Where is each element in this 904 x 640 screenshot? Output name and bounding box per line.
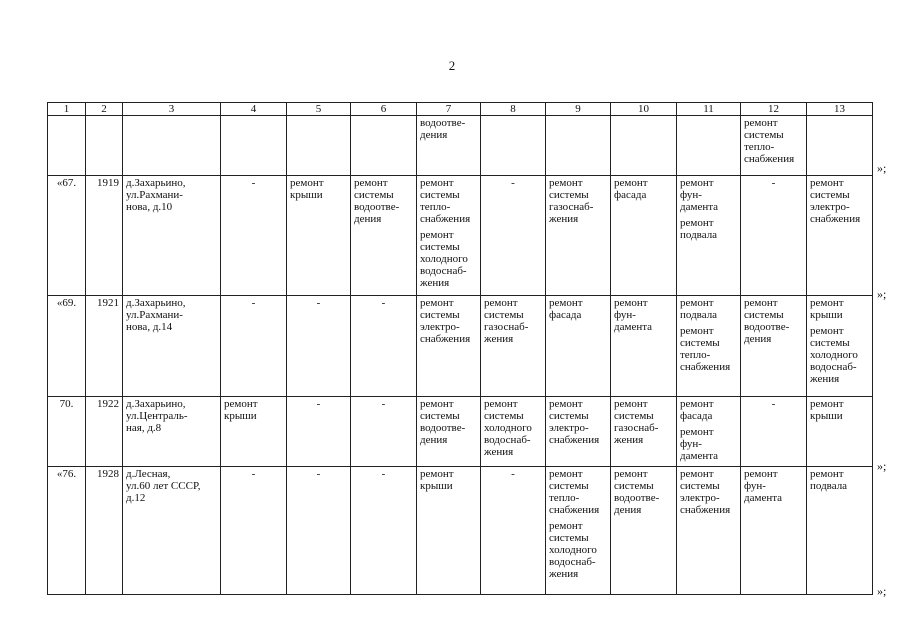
work-cell-col-7 xyxy=(417,296,481,397)
work-cell-col-13 xyxy=(807,116,873,176)
work-item: ремонт фасада xyxy=(680,398,714,422)
work-cell-col-5 xyxy=(287,116,351,176)
table-row xyxy=(48,467,873,595)
row-number-cell xyxy=(48,116,86,176)
table-row xyxy=(48,176,873,296)
column-number-4: 4 xyxy=(221,103,287,116)
column-number-6: 6 xyxy=(351,103,417,116)
column-number-2: 2 xyxy=(86,103,123,116)
page-number: 2 xyxy=(448,58,456,73)
work-cell-col-6 xyxy=(351,176,417,296)
work-cell-col-4 xyxy=(221,116,287,176)
column-number-13: 13 xyxy=(807,103,873,116)
work-cell-col-12 xyxy=(741,116,807,176)
work-item: - xyxy=(316,468,321,480)
work-cell-col-4 xyxy=(221,296,287,397)
table-header-row xyxy=(48,103,873,116)
work-cell-col-7 xyxy=(417,116,481,176)
work-item: ремонт системы водоотве- дения xyxy=(420,398,466,446)
work-item: ремонт системы тепло- снабжения xyxy=(744,117,795,165)
work-cell-col-6 xyxy=(351,116,417,176)
work-cell-col-7 xyxy=(417,176,481,296)
work-item: ремонт фун- дамента xyxy=(614,297,653,333)
column-number-9: 9 xyxy=(546,103,611,116)
work-item: ремонт системы водоотве- дения xyxy=(614,468,660,516)
closing-quote-mark: »; xyxy=(877,584,887,598)
work-item: ремонт фасада xyxy=(549,297,583,321)
address-cell: д.Лесная, ул.60 лет СССР, д.12 xyxy=(123,467,221,595)
work-item: ремонт фун- дамента xyxy=(680,426,719,462)
work-cell-col-11 xyxy=(677,116,741,176)
work-item: - xyxy=(771,398,776,410)
table-row xyxy=(48,116,873,176)
year-cell: 1921 xyxy=(86,296,123,397)
work-cell-col-10 xyxy=(611,296,677,397)
work-item: ремонт системы тепло- снабжения xyxy=(549,468,600,516)
work-cell-col-13 xyxy=(807,397,873,467)
work-item: - xyxy=(381,398,386,410)
table-row xyxy=(48,397,873,467)
work-cell-col-6 xyxy=(351,397,417,467)
work-cell-col-11 xyxy=(677,397,741,467)
work-item: ремонт фасада xyxy=(614,177,648,201)
work-item: ремонт системы электро- снабжения xyxy=(420,297,471,345)
work-cell-col-5 xyxy=(287,296,351,397)
work-item: ремонт крыши xyxy=(420,468,454,492)
work-item: ремонт системы водоотве- дения xyxy=(354,177,400,225)
row-number-cell: «67. xyxy=(48,176,86,296)
work-cell-col-8 xyxy=(481,296,546,397)
year-cell: 1922 xyxy=(86,397,123,467)
work-cell-col-4 xyxy=(221,176,287,296)
column-number-7: 7 xyxy=(417,103,481,116)
address-cell xyxy=(123,116,221,176)
work-item: ремонт системы газоснаб- жения xyxy=(614,398,659,446)
work-cell-col-12 xyxy=(741,296,807,397)
work-item: ремонт системы холодного водоснаб- жения xyxy=(549,520,597,580)
column-number-12: 12 xyxy=(741,103,807,116)
work-item: ремонт системы холодного водоснаб- жения xyxy=(484,398,532,458)
work-cell-col-9 xyxy=(546,176,611,296)
work-item: водоотве- дения xyxy=(420,117,466,141)
work-cell-col-7 xyxy=(417,397,481,467)
closing-quote-mark: »; xyxy=(877,161,887,175)
year-cell xyxy=(86,116,123,176)
work-cell-col-13 xyxy=(807,467,873,595)
work-item: ремонт системы газоснаб- жения xyxy=(549,177,594,225)
year-cell: 1919 xyxy=(86,176,123,296)
work-cell-col-4 xyxy=(221,467,287,595)
work-item: ремонт системы тепло- снабжения xyxy=(420,177,471,225)
work-cell-col-7 xyxy=(417,467,481,595)
address-cell: д.Захарьино, ул.Централь- ная, д.8 xyxy=(123,397,221,467)
work-cell-col-12 xyxy=(741,176,807,296)
column-number-3: 3 xyxy=(123,103,221,116)
work-cell-col-10 xyxy=(611,397,677,467)
column-number-8: 8 xyxy=(481,103,546,116)
work-item: ремонт крыши xyxy=(290,177,324,201)
closing-quote-mark: »; xyxy=(877,287,887,301)
address-cell: д.Захарьино, ул.Рахмани- нова, д.14 xyxy=(123,296,221,397)
row-number-cell: «69. xyxy=(48,296,86,397)
work-cell-col-6 xyxy=(351,467,417,595)
work-item: - xyxy=(511,177,515,189)
column-number-1: 1 xyxy=(48,103,86,116)
row-number-cell: «76. xyxy=(48,467,86,595)
address-cell: д.Захарьино, ул.Рахмани- нова, д.10 xyxy=(123,176,221,296)
work-item: - xyxy=(771,177,776,189)
work-cell-col-9 xyxy=(546,397,611,467)
work-item: ремонт подвала xyxy=(810,468,848,492)
work-item: - xyxy=(381,297,386,309)
work-item: ремонт системы электро- снабжения xyxy=(680,468,731,516)
work-cell-col-9 xyxy=(546,467,611,595)
year-cell: 1928 xyxy=(86,467,123,595)
work-cell-col-9 xyxy=(546,116,611,176)
column-number-10: 10 xyxy=(611,103,677,116)
work-item: ремонт системы электро- снабжения xyxy=(549,398,600,446)
work-cell-col-10 xyxy=(611,116,677,176)
work-cell-col-11 xyxy=(677,176,741,296)
work-cell-col-10 xyxy=(611,467,677,595)
closing-quote-mark: »; xyxy=(877,459,887,473)
work-cell-col-8 xyxy=(481,176,546,296)
work-cell-col-5 xyxy=(287,397,351,467)
work-cell-col-10 xyxy=(611,176,677,296)
work-item: ремонт системы электро- снабжения xyxy=(810,177,861,225)
row-number-cell: 70. xyxy=(48,397,86,467)
work-cell-col-13 xyxy=(807,176,873,296)
work-item: - xyxy=(316,398,321,410)
work-item: ремонт подвала xyxy=(680,297,718,321)
work-item: ремонт подвала xyxy=(680,217,718,241)
column-number-11: 11 xyxy=(677,103,741,116)
column-number-5: 5 xyxy=(287,103,351,116)
work-cell-col-8 xyxy=(481,467,546,595)
work-cell-col-12 xyxy=(741,467,807,595)
work-item: ремонт системы газоснаб- жения xyxy=(484,297,529,345)
work-cell-col-13 xyxy=(807,296,873,397)
work-item: ремонт системы водоотве- дения xyxy=(744,297,790,345)
work-item: - xyxy=(381,468,386,480)
table-row xyxy=(48,296,873,397)
work-cell-col-8 xyxy=(481,116,546,176)
work-item: ремонт фун- дамента xyxy=(744,468,783,504)
work-item: ремонт системы тепло- снабжения xyxy=(680,325,731,373)
work-cell-col-5 xyxy=(287,176,351,296)
work-item: ремонт фун- дамента xyxy=(680,177,719,213)
work-cell-col-6 xyxy=(351,296,417,397)
work-cell-col-8 xyxy=(481,397,546,467)
work-item: - xyxy=(251,468,256,480)
work-item: ремонт крыши xyxy=(224,398,258,422)
work-cell-col-9 xyxy=(546,296,611,397)
work-item: - xyxy=(251,297,256,309)
repair-schedule-table xyxy=(47,102,873,595)
work-item: - xyxy=(511,468,515,480)
work-cell-col-12 xyxy=(741,397,807,467)
work-item: - xyxy=(316,297,321,309)
work-item: ремонт крыши xyxy=(810,297,844,321)
work-item: ремонт крыши xyxy=(810,398,844,422)
work-item: ремонт системы холодного водоснаб- жения xyxy=(810,325,858,385)
work-item: - xyxy=(251,177,256,189)
work-cell-col-11 xyxy=(677,296,741,397)
work-cell-col-4 xyxy=(221,397,287,467)
work-item: ремонт системы холодного водоснаб- жения xyxy=(420,229,468,289)
work-cell-col-5 xyxy=(287,467,351,595)
work-cell-col-11 xyxy=(677,467,741,595)
